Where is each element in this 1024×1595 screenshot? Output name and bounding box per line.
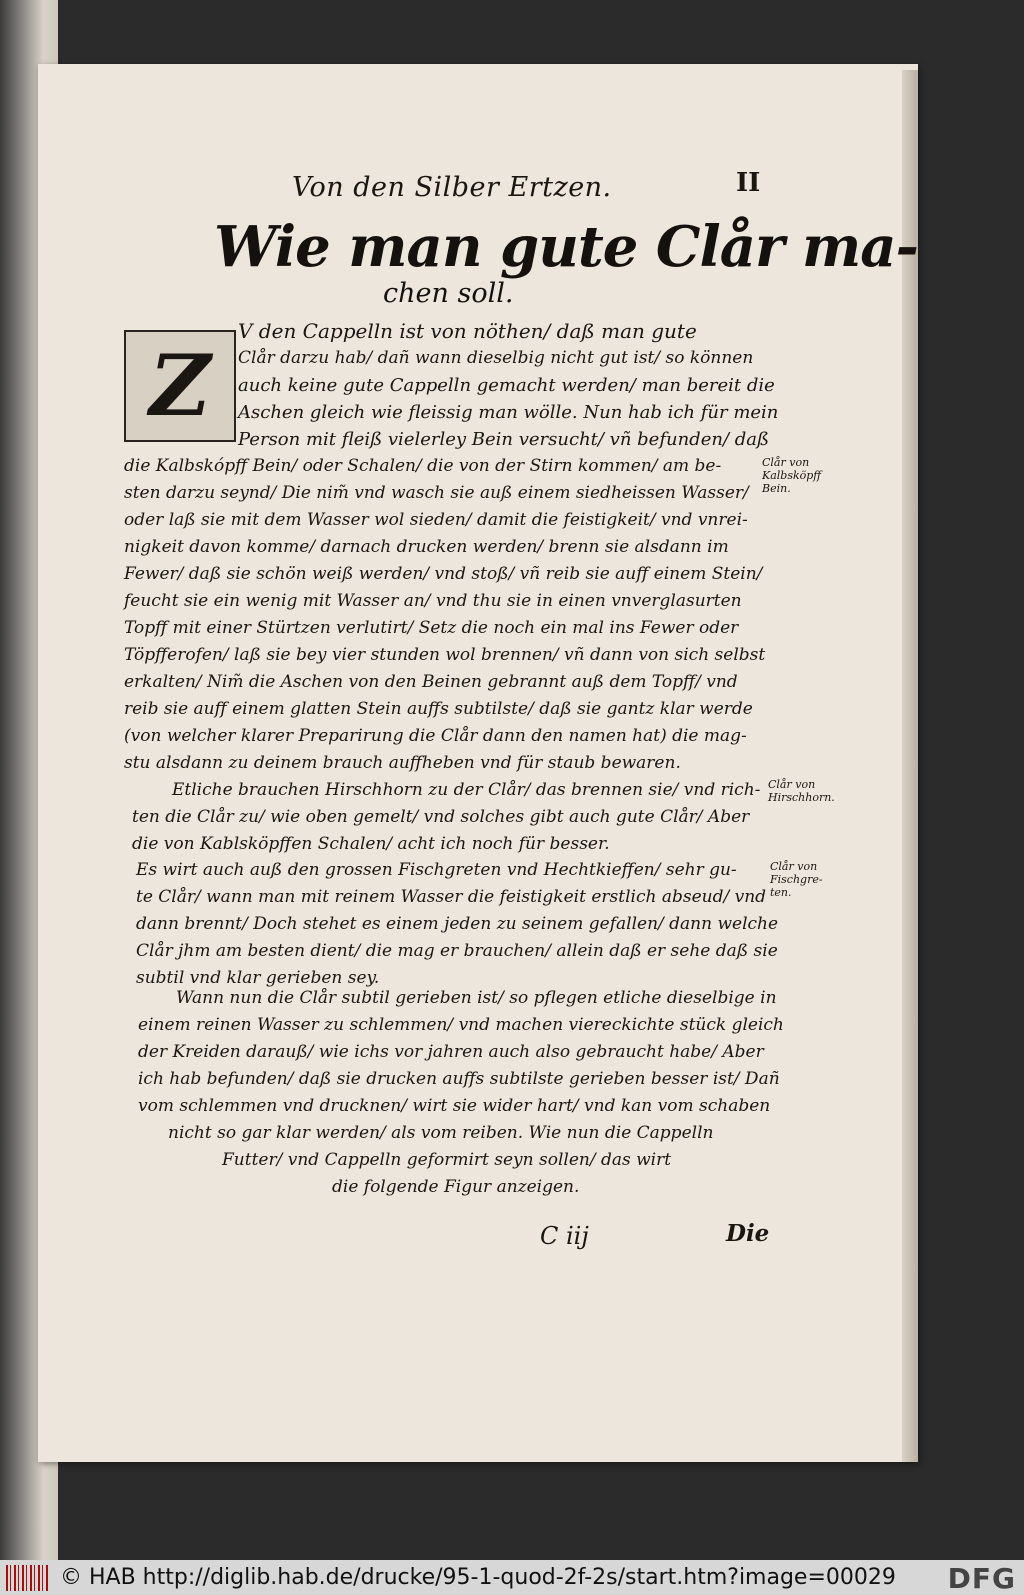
paragraph-2	[132, 777, 760, 858]
marginal-line: Clår von	[762, 456, 810, 469]
text-line: feucht sie ein wenig mit Wasser an/ vnd thu sie in einen vnverglasurten	[124, 591, 742, 611]
marginal-line: Fischgre-	[770, 873, 823, 886]
text-line: nigkeit davon komme/ darnach drucken werden/ brenn sie alsdann im	[124, 537, 729, 557]
text-line: auch keine gute Cappelln gemacht werden/ man bereit die	[238, 375, 775, 396]
marginal-line: ten.	[770, 886, 792, 899]
text-line: oder laß sie mit dem Wasser wol sieden/ damit die feistigkeit/ vnd vnrei-	[124, 510, 748, 530]
text-line: te Clår/ wann man mit reinem Wasser die feistigkeit erstlich abseud/ vnd	[136, 887, 767, 907]
text-line: Topff mit einer Stürtzen verlutirt/ Setz die noch ein mal ins Fewer oder	[124, 618, 739, 638]
text-line: ich hab befunden/ daß sie drucken auffs subtilste gerieben besser ist/ Dañ	[138, 1069, 780, 1089]
text-line: ten die Clår zu/ wie oben gemelt/ vnd solches gibt auch gute Clår/ Aber	[132, 807, 750, 827]
decorated-initial	[124, 330, 236, 442]
text-line: Wann nun die Clår subtil gerieben ist/ so pflegen etliche dieselbige in	[176, 988, 777, 1008]
text-line: sten darzu seynd/ Die nim̃ vnd wasch sie auß einem siedheissen Wasser/	[124, 483, 749, 503]
paragraph-4	[138, 985, 784, 1201]
text-line: Clår darzu hab/ dañ wann dieselbig nicht gut ist/ so können	[238, 348, 754, 368]
running-head: Von den Silber Ertzen.	[292, 172, 612, 203]
text-line: Futter/ vnd Cappelln geformirt seyn sollen/ das wirt	[222, 1150, 672, 1170]
marginal-line: Clår von	[768, 778, 816, 791]
footer-bar	[0, 1560, 1024, 1595]
initial-letter: Z	[149, 336, 211, 435]
text-line: die von Kablsköpffen Schalen/ acht ich noch für besser.	[132, 834, 610, 854]
text-line: erkalten/ Nim̃ die Aschen von den Beinen gebrannt auß dem Topff/ vnd	[124, 672, 738, 692]
text-line: die folgende Figur anzeigen.	[332, 1177, 580, 1197]
paragraph-3	[136, 857, 778, 992]
text-line: stu alsdann zu deinem brauch auffheben vnd für staub bewaren.	[124, 753, 681, 773]
text-line: Clår jhm am besten dient/ die mag er brauchen/ allein daß er sehe daß sie	[136, 941, 778, 961]
marginal-note-1	[762, 456, 821, 495]
text-line: Person mit fleiß vielerley Bein versucht/ vñ befunden/ daß	[238, 429, 770, 450]
folio-number: II	[736, 168, 761, 198]
text-line: dann brennt/ Doch stehet es einem jeden zu seinem gefallen/ dann welche	[136, 914, 779, 934]
text-line: subtil vnd klar gerieben sey.	[136, 968, 380, 988]
chapter-title: Wie man gute Clår ma-	[214, 214, 918, 280]
text-line: reib sie auff einem glatten Stein auffs subtilste/ daß sie gantz klar werde	[124, 699, 753, 719]
marginal-note-3	[770, 860, 823, 899]
marginal-line: Kalbsköpff	[762, 469, 822, 482]
text-line: die Kalbskópff Bein/ oder Schalen/ die von der Stirn kommen/ am be-	[124, 456, 722, 476]
marginal-note-2	[768, 778, 835, 804]
text-line: (von welcher klarer Preparirung die Clår dann den namen hat) die mag-	[124, 726, 747, 746]
marginal-line: Bein.	[762, 482, 791, 495]
text-line: nicht so gar klar werden/ als vom reiben. Wie nun die Cappelln	[168, 1123, 714, 1143]
paragraph-1-continued	[124, 453, 765, 777]
footer-credit-link[interactable]: © HAB http://diglib.hab.de/drucke/95-1-quod-2f-2s/start.htm?image=00029	[60, 1565, 896, 1590]
text-line: Etliche brauchen Hirschhorn zu der Clår/ das brennen sie/ vnd rich-	[172, 780, 761, 800]
marginal-line: Clår von	[770, 860, 818, 873]
text-line: einem reinen Wasser zu schlemmen/ vnd machen viereckichte stück gleich	[138, 1015, 784, 1035]
hab-logo-icon	[6, 1565, 50, 1591]
text-line: vom schlemmen vnd drucknen/ wirt sie wider hart/ vnd kan vom schaben	[138, 1096, 771, 1116]
marginal-line: Hirschhorn.	[768, 791, 835, 804]
dfg-logo: DFG	[947, 1562, 1016, 1595]
text-line: Aschen gleich wie fleissig man wölle. Nun hab ich für mein	[238, 402, 779, 423]
text-line: der Kreiden darauß/ wie ichs vor jahren auch also gebraucht habe/ Aber	[138, 1042, 764, 1062]
text-line: Fewer/ daß sie schön weiß werden/ vnd stoß/ vñ reib sie auff einem Stein/	[124, 564, 763, 584]
paragraph-1	[238, 318, 778, 453]
catchword: Die	[726, 1220, 770, 1247]
chapter-title-continued: chen soll.	[383, 278, 514, 309]
signature-mark: C iij	[540, 1222, 589, 1250]
text-line: Es wirt auch auß den grossen Fischgreten vnd Hechtkieffen/ sehr gu-	[136, 860, 737, 880]
text-line: V den Cappelln ist von nöthen/ daß man gute	[238, 319, 697, 343]
text-line: Töpfferofen/ laß sie bey vier stunden wol brennen/ vñ dann von sich selbst	[124, 645, 766, 665]
